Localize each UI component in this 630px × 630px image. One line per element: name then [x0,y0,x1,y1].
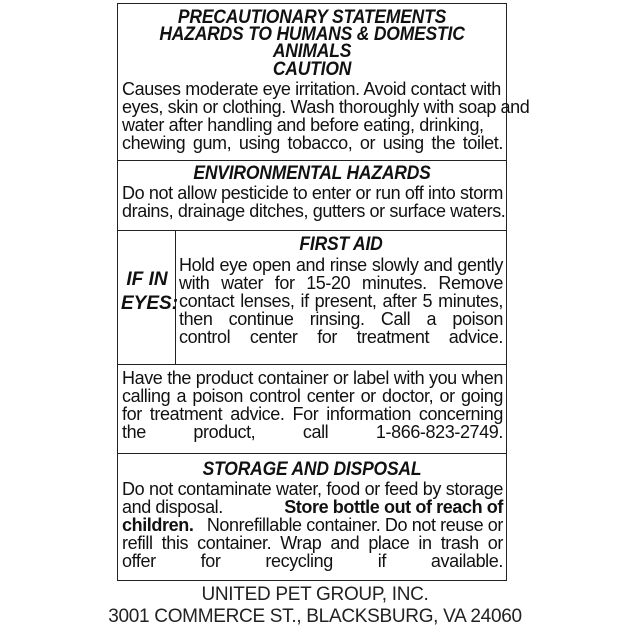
precautionary-label-panel [117,3,530,581]
first-aid-content [176,231,506,364]
caution-line: Causes moderate eye irritation. Avoid contact with [122,79,501,99]
storage-line: refill this container. Wrap and place in trash or [122,533,503,553]
hazards-title: HAZARDS TO HUMANS & DOMESTIC ANIMALS [159,24,465,62]
first-aid-line: contact lenses, if present, after 5 minutes, [179,291,503,311]
contact-line: for treatment advice. For information concerning [122,404,503,424]
storage-text-segment: and disposal. [122,497,223,517]
caution-heading: CAUTION [272,59,352,80]
first-aid-text [176,256,506,346]
first-aid-heading: FIRST AID [299,234,383,255]
storage-section [118,454,506,582]
caution-text [118,79,530,153]
environmental-text [118,184,506,220]
storage-text-segment: Nonrefillable container. Do not reuse or [206,515,503,535]
contact-info-text [118,369,506,441]
storage-line: Do not contaminate water, food or feed by storage [122,479,503,499]
first-aid-line: with water for 15-20 minutes. Remove [179,273,503,293]
caution-line: eyes, skin or clothing. Wash thoroughly with soap and [122,97,530,117]
first-aid-label-cell [118,231,179,364]
if-in-eyes-label [121,268,179,316]
company-name: UNITED PET GROUP, INC. [201,584,429,605]
environmental-line: drains, drainage ditches, gutters or surface waters. [122,201,506,221]
first-aid-line: control center for treatment advice. [179,327,503,347]
company-address: 3001 COMMERCE ST., BLACKSBURG, VA 24060 [108,606,522,627]
first-aid-section [118,231,506,365]
contact-line: calling a poison control center or doctor, or going [122,386,503,406]
storage-warning-bold: children. [122,515,194,535]
precautionary-section [118,4,530,161]
contact-line: the product, call 1-866-823-2749. [122,422,503,442]
caution-line: water after handling and before eating, drinking, [122,115,484,135]
contact-info-section [118,365,506,454]
first-aid-line: then continue rinsing. Call a poison [179,309,503,329]
eyes-label: EYES: [121,293,179,314]
storage-line [122,516,503,534]
storage-heading: STORAGE AND DISPOSAL [202,459,422,480]
precautionary-title: PRECAUTIONARY STATEMENTS [177,7,447,28]
storage-line [122,498,503,516]
if-in-label: IF IN [126,269,168,290]
contact-line: Have the product container or label with you when [122,368,503,388]
environmental-section [118,161,506,231]
environmental-heading: ENVIRONMENTAL HAZARDS [193,163,431,184]
storage-line: offer for recycling if available. [122,551,503,571]
storage-text [118,480,506,570]
first-aid-line: Hold eye open and rinse slowly and gently [179,255,503,275]
environmental-line: Do not allow pesticide to enter or run off into storm [122,183,503,203]
storage-warning-bold: Store bottle out of reach of [284,497,503,517]
caution-line: chewing gum, using tobacco, or using the toilet. [122,133,503,153]
